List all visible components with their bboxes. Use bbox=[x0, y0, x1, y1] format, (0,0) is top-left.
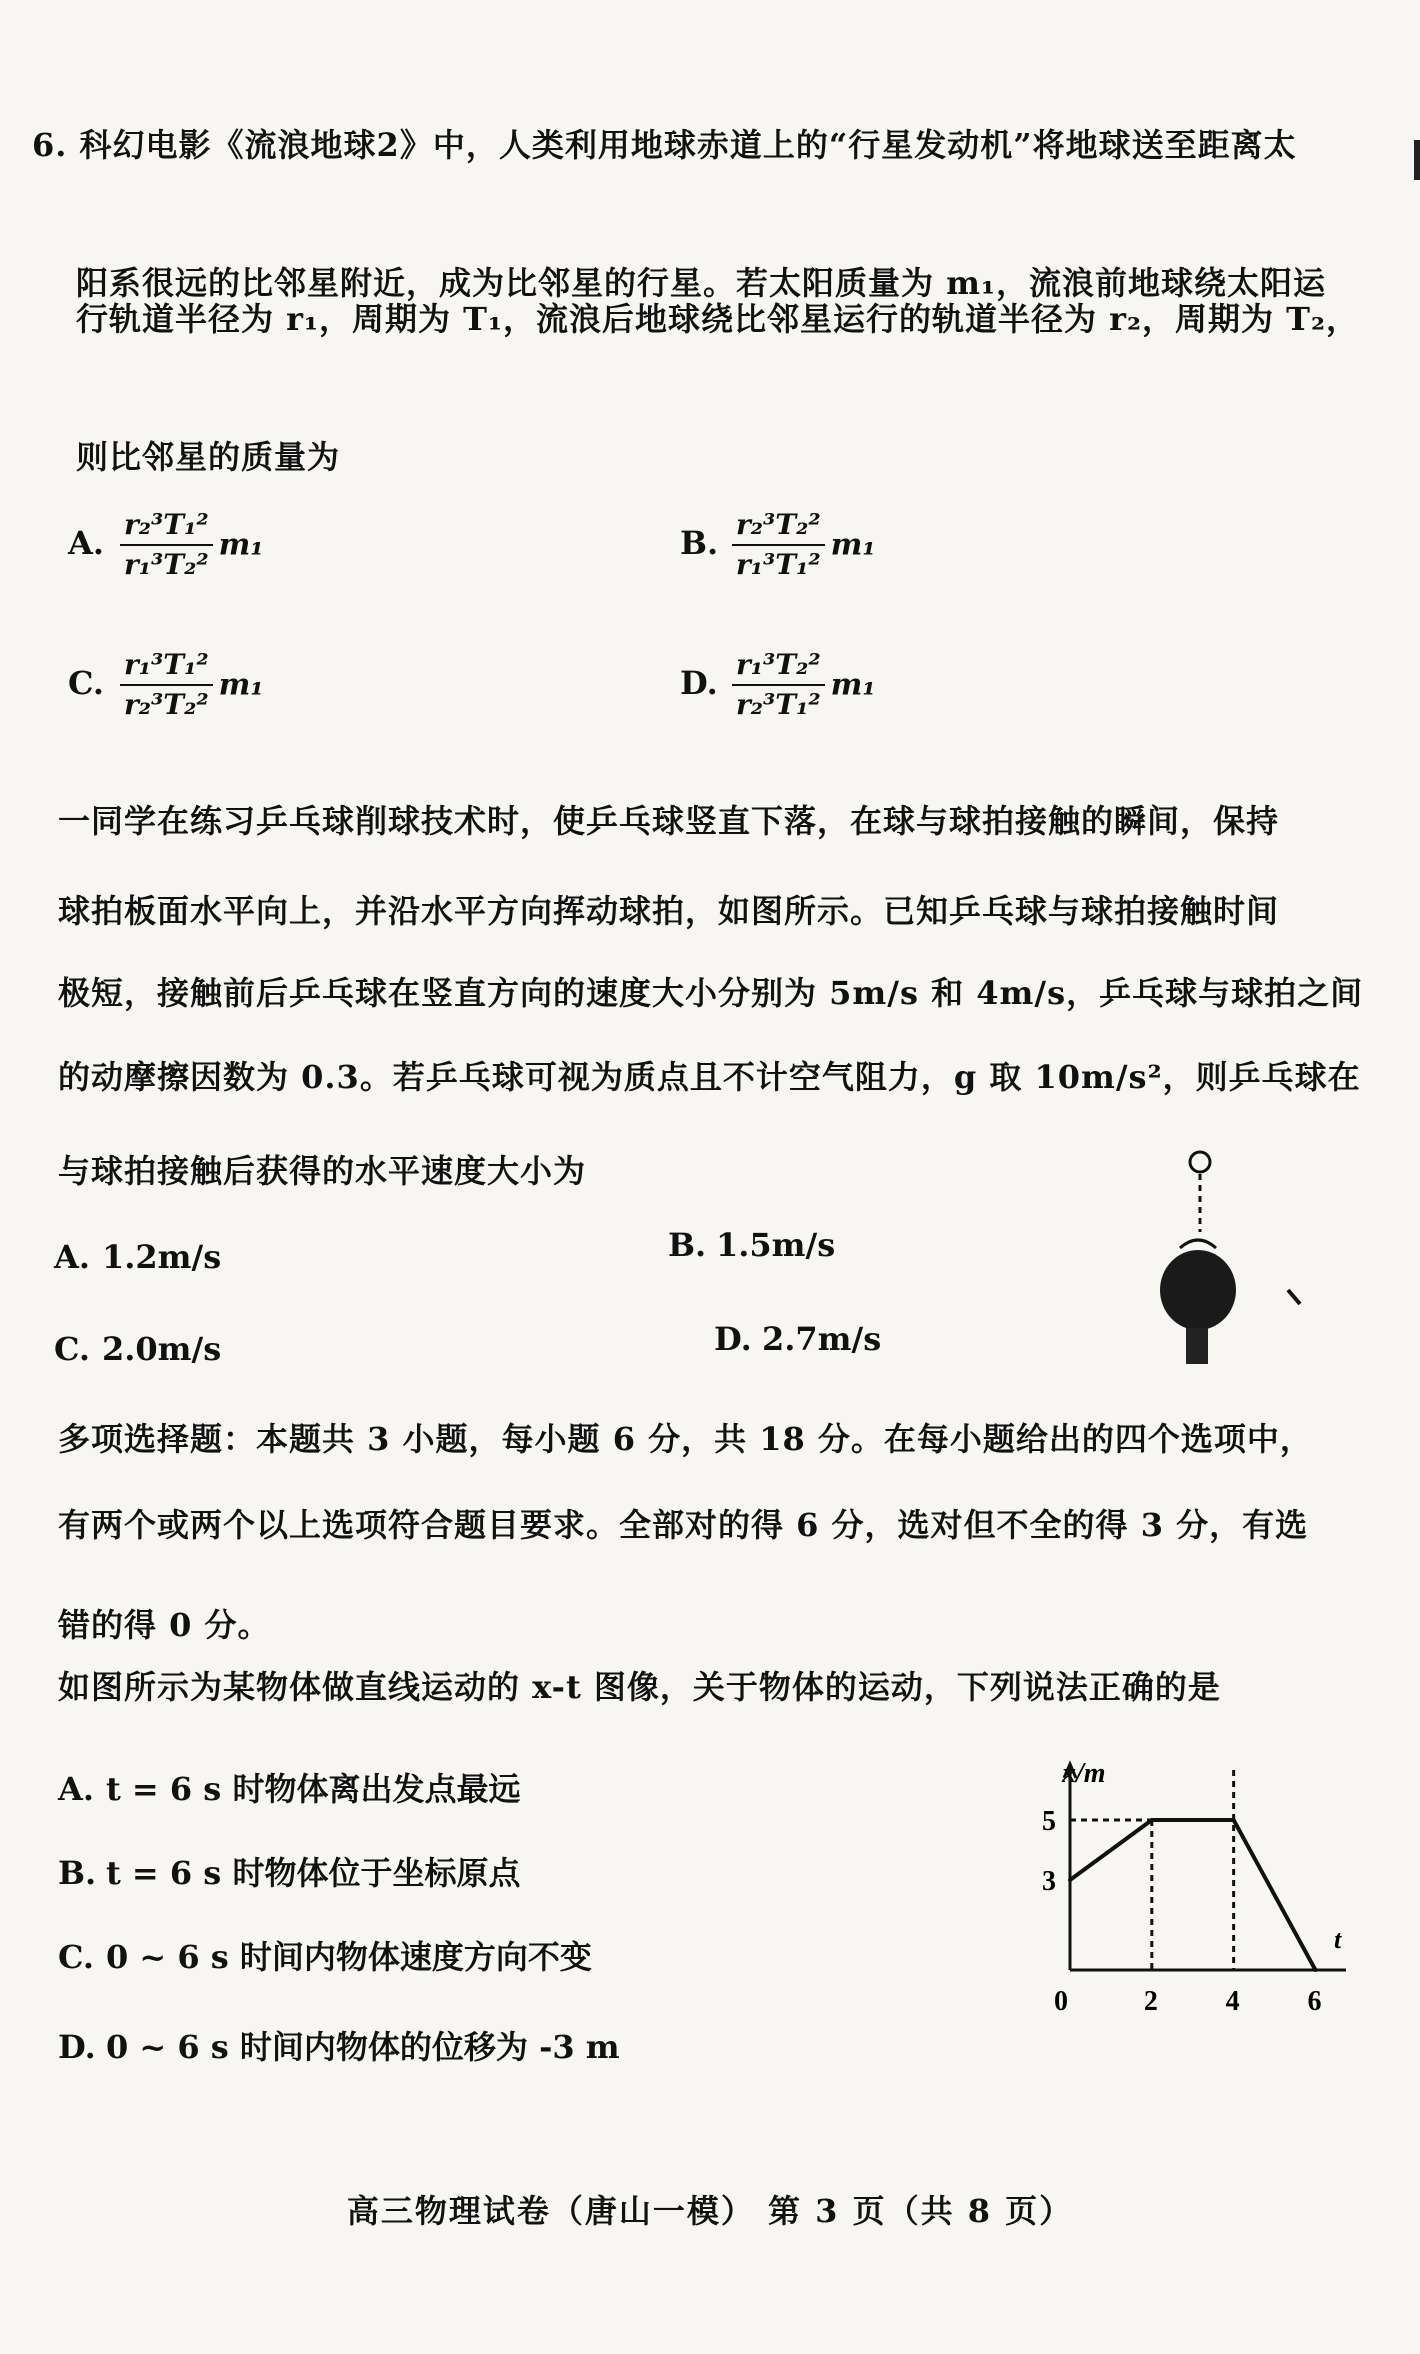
q7-option-d[interactable] bbox=[714, 1320, 881, 1358]
q7-option-b[interactable] bbox=[668, 1226, 835, 1264]
paddle-figure bbox=[1120, 1140, 1320, 1380]
q6-option-c-fraction bbox=[120, 648, 213, 722]
q6-option-a-fraction bbox=[120, 508, 213, 582]
q7-option-b-label: B. bbox=[668, 1226, 707, 1264]
q6-option-a-denominator: r₁³T₂² bbox=[124, 548, 209, 581]
section-line-2: 有两个或两个以上选项符合题目要求。全部对的得 6 分，选对但不全的得 3 分，有选 bbox=[58, 1506, 1309, 1544]
data-point-2 bbox=[1232, 1818, 1236, 1822]
q7-line-5: 与球拍接触后获得的水平速度大小为 bbox=[58, 1152, 587, 1190]
q7-option-d-label: D. bbox=[714, 1320, 752, 1358]
q7-option-a-label: A. bbox=[54, 1238, 90, 1276]
q7-line-1: 一同学在练习乒乓球削球技术时，使乒乓球竖直下落，在球与球拍接触的瞬间，保持 bbox=[58, 802, 1280, 840]
q6-option-a-numerator: r₂³T₁² bbox=[120, 508, 213, 546]
q8-option-c[interactable] bbox=[58, 1932, 592, 1978]
q8-option-d[interactable] bbox=[58, 2022, 620, 2068]
xt-chart-ylabel: x/m bbox=[1062, 1760, 1106, 1789]
q6-option-c-numerator: r₁³T₁² bbox=[120, 648, 213, 686]
data-point-3 bbox=[1313, 1968, 1317, 1972]
q6-option-c[interactable] bbox=[68, 648, 264, 722]
q6-option-b-numerator: r₂³T₂² bbox=[732, 508, 825, 546]
xt-chart-marks bbox=[1042, 1764, 1346, 2017]
q8-option-b[interactable] bbox=[58, 1848, 520, 1894]
q6-option-d-suffix: m₁ bbox=[830, 667, 876, 703]
q6-option-a-suffix: m₁ bbox=[218, 527, 264, 563]
q6-option-d-label: D. bbox=[680, 663, 718, 702]
q8-option-a-text: t = 6 s 时物体离出发点最远 bbox=[106, 1770, 521, 1808]
q6-line-3: 行轨道半径为 r₁，周期为 T₁，流浪后地球绕比邻星运行的轨道半径为 r₂，周期为 T₂， bbox=[76, 300, 1359, 338]
xt-series-line bbox=[1070, 1820, 1315, 1970]
q7-option-c-label: C. bbox=[54, 1330, 91, 1368]
q7-option-d-text: 2.7m/s bbox=[762, 1320, 882, 1358]
q6-option-b-label: B. bbox=[680, 523, 719, 562]
q6-option-c-label: C. bbox=[68, 663, 105, 702]
q6-option-a-label: A. bbox=[68, 523, 104, 562]
q6-option-d-fraction bbox=[732, 648, 825, 722]
swing-arrow-icon bbox=[1288, 1290, 1300, 1304]
q6-option-a[interactable] bbox=[68, 508, 264, 582]
xt-chart bbox=[1040, 1760, 1350, 2060]
x-tick-label-4: 4 bbox=[1225, 1986, 1240, 2017]
q7-option-a-text: 1.2m/s bbox=[102, 1238, 222, 1276]
q6-option-b-denominator: r₁³T₁² bbox=[736, 548, 821, 581]
q6-line-4: 则比邻星的质量为 bbox=[76, 438, 341, 476]
y-tick-label-3: 3 bbox=[1042, 1866, 1056, 1897]
q8-stem: 如图所示为某物体做直线运动的 x-t 图像，关于物体的运动，下列说法正确的是 bbox=[58, 1668, 1221, 1706]
data-point-1 bbox=[1150, 1818, 1154, 1822]
section-line-3: 错的得 0 分。 bbox=[58, 1606, 271, 1644]
q6-option-d-denominator: r₂³T₁² bbox=[736, 688, 821, 721]
q6-line-2: 阳系很远的比邻星附近，成为比邻星的行星。若太阳质量为 m₁，流浪前地球绕太阳运 bbox=[76, 264, 1327, 302]
q6-line-1: 6. 科幻电影《流浪地球2》中，人类利用地球赤道上的“行星发动机”将地球送至距离太 bbox=[32, 126, 1297, 164]
q7-option-a[interactable] bbox=[54, 1238, 221, 1276]
q8-option-d-label: D. bbox=[58, 2028, 96, 2066]
q6-option-d[interactable] bbox=[680, 648, 876, 722]
paddle-handle-icon bbox=[1186, 1328, 1208, 1364]
q8-option-a[interactable] bbox=[58, 1764, 520, 1810]
paddle-head-icon bbox=[1160, 1250, 1236, 1330]
q8-option-b-label: B. bbox=[58, 1854, 97, 1892]
q6-option-d-numerator: r₁³T₂² bbox=[732, 648, 825, 686]
data-point-0 bbox=[1068, 1878, 1072, 1882]
x-tick-label-6: 6 bbox=[1307, 1986, 1322, 2017]
q7-option-c[interactable] bbox=[54, 1330, 221, 1368]
ping-pong-ball-icon bbox=[1190, 1152, 1210, 1172]
q7-option-c-text: 2.0m/s bbox=[102, 1330, 222, 1368]
y-tick-label-5: 5 bbox=[1042, 1806, 1056, 1837]
q6-option-b-suffix: m₁ bbox=[830, 527, 876, 563]
motion-mark bbox=[1180, 1240, 1216, 1248]
q8-option-c-label: C. bbox=[58, 1938, 95, 1976]
q7-line-2: 球拍板面水平向上，并沿水平方向挥动球拍，如图所示。已知乒乓球与球拍接触时间 bbox=[58, 892, 1280, 930]
q8-option-c-text: 0 ~ 6 s 时间内物体速度方向不变 bbox=[106, 1938, 592, 1976]
scan-edge-mark bbox=[1414, 140, 1420, 180]
xt-chart-xlabel: t bbox=[1334, 1925, 1342, 1954]
q8-option-d-text: 0 ~ 6 s 时间内物体的位移为 -3 m bbox=[106, 2028, 620, 2066]
section-line-1: 多项选择题：本题共 3 小题，每小题 6 分，共 18 分。在每小题给出的四个选项中， bbox=[58, 1420, 1313, 1458]
q7-line-4: 的动摩擦因数为 0.3。若乒乓球可视为质点且不计空气阻力，g 取 10m/s²，则乒乓球在 bbox=[58, 1058, 1361, 1096]
q7-option-b-text: 1.5m/s bbox=[716, 1226, 836, 1264]
x-tick-label-2: 2 bbox=[1143, 1986, 1158, 2017]
q6-option-c-denominator: r₂³T₂² bbox=[124, 688, 209, 721]
q6-option-b-fraction bbox=[732, 508, 825, 582]
q8-option-b-text: t = 6 s 时物体位于坐标原点 bbox=[106, 1854, 521, 1892]
q7-line-3: 极短，接触前后乒乓球在竖直方向的速度大小分别为 5m/s 和 4m/s，乒乓球与球拍之间 bbox=[58, 974, 1364, 1012]
q8-option-a-label: A. bbox=[58, 1770, 94, 1808]
page-footer: 高三物理试卷（唐山一模） 第 3 页（共 8 页） bbox=[346, 2192, 1074, 2230]
q6-option-c-suffix: m₁ bbox=[218, 667, 264, 703]
x-tick-label-0: 0 bbox=[1054, 1986, 1068, 2017]
q6-option-b[interactable] bbox=[680, 508, 876, 582]
